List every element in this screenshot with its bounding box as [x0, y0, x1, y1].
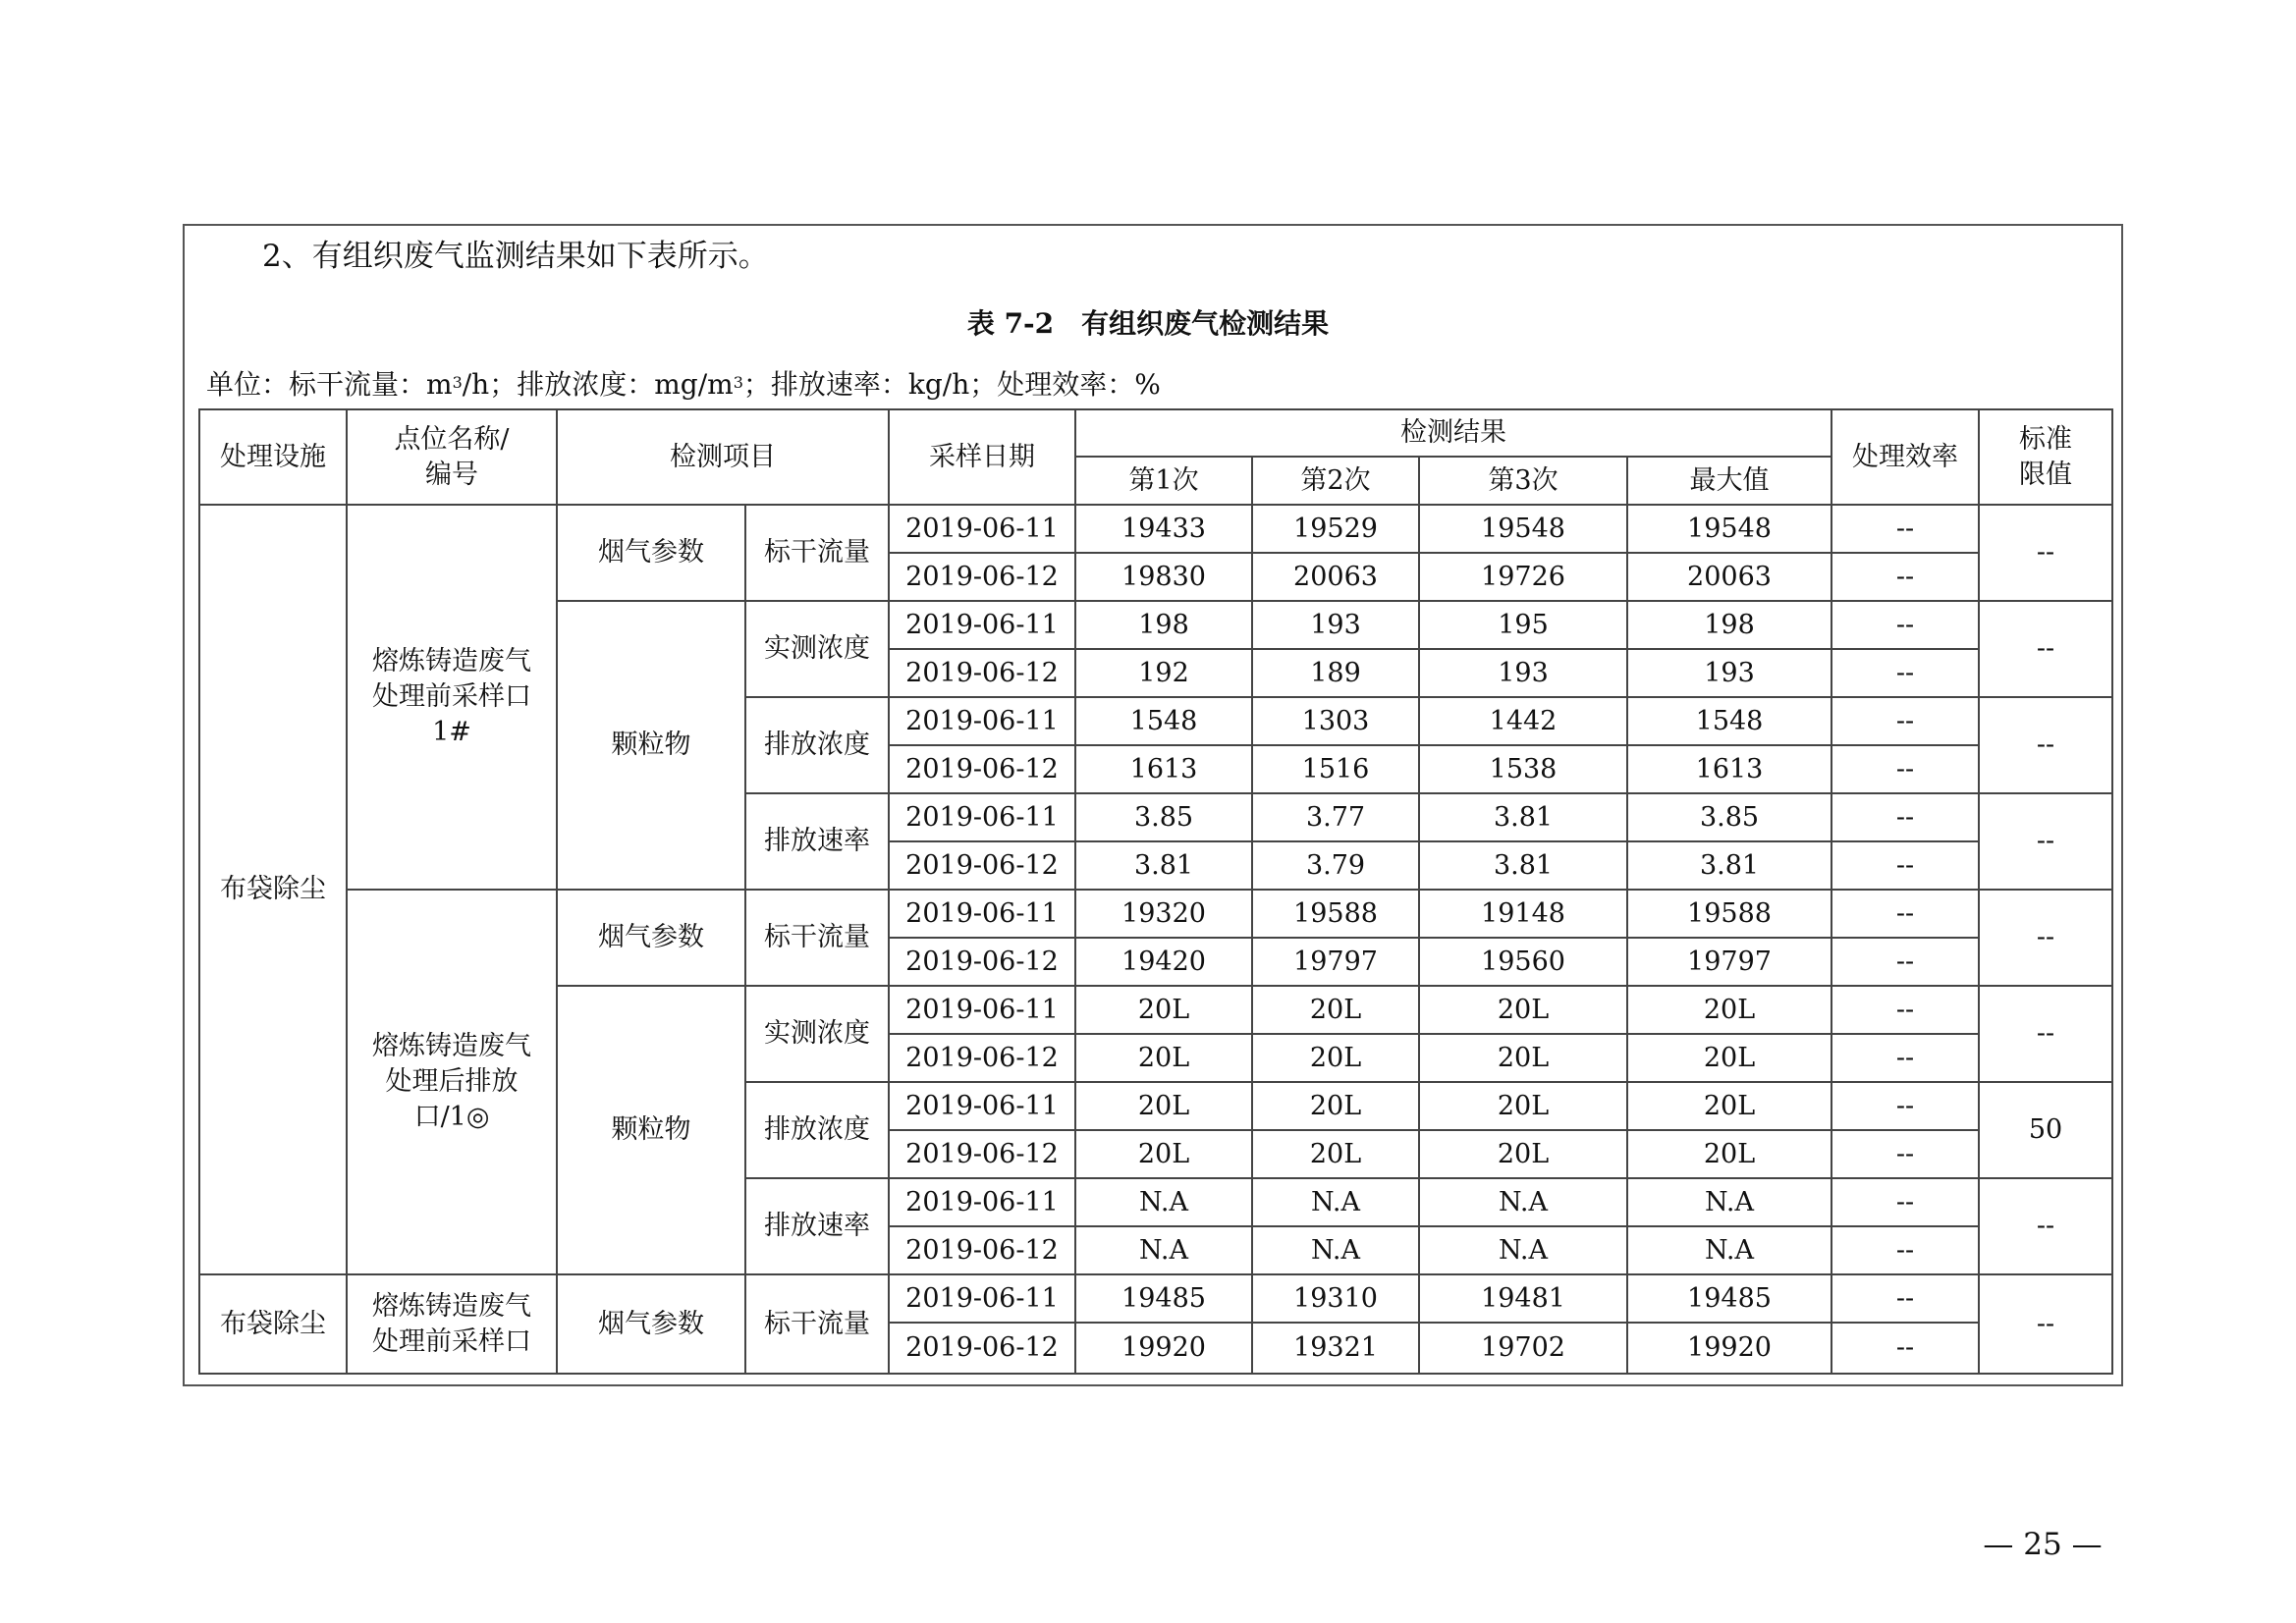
table-row [199, 890, 2112, 938]
cell-efficiency: -- [1831, 1226, 1979, 1274]
param-label: 排放浓度 [745, 1082, 889, 1178]
cell-limit: -- [1979, 793, 2112, 890]
cell-max: 3.81 [1627, 841, 1831, 890]
cell-run-3: 20L [1419, 1034, 1627, 1082]
cell-efficiency: -- [1831, 505, 1979, 553]
cell-date: 2019-06-11 [889, 697, 1075, 745]
header-run-2: 第2次 [1252, 457, 1419, 505]
cell-run-1: N.A [1075, 1178, 1252, 1226]
cell-max: 20063 [1627, 553, 1831, 601]
cell-run-3: 3.81 [1419, 841, 1627, 890]
cell-max: 19588 [1627, 890, 1831, 938]
cell-run-2: 3.77 [1252, 793, 1419, 841]
cell-run-3: 19548 [1419, 505, 1627, 553]
cell-run-1: 20L [1075, 986, 1252, 1034]
cell-limit: -- [1979, 1274, 2112, 1374]
cell-run-2: 20063 [1252, 553, 1419, 601]
item-label: 烟气参数 [557, 505, 745, 601]
cell-run-3: 20L [1419, 1130, 1627, 1178]
cell-run-2: 20L [1252, 1034, 1419, 1082]
cell-run-1: 20L [1075, 1034, 1252, 1082]
cell-date: 2019-06-12 [889, 1323, 1075, 1374]
cell-efficiency: -- [1831, 649, 1979, 697]
monitoring-results-table [198, 408, 2113, 1375]
cell-date: 2019-06-12 [889, 841, 1075, 890]
cell-run-3: 19560 [1419, 938, 1627, 986]
header-efficiency: 处理效率 [1831, 409, 1979, 505]
header-max: 最大值 [1627, 457, 1831, 505]
cell-max: N.A [1627, 1226, 1831, 1274]
cell-limit: -- [1979, 601, 2112, 697]
param-label: 实测浓度 [745, 601, 889, 697]
cell-run-3: 19726 [1419, 553, 1627, 601]
param-label: 标干流量 [745, 1274, 889, 1374]
cell-date: 2019-06-11 [889, 1082, 1075, 1130]
cell-run-1: 192 [1075, 649, 1252, 697]
cell-run-2: 19310 [1252, 1274, 1419, 1323]
cell-date: 2019-06-12 [889, 1226, 1075, 1274]
cell-run-2: 20L [1252, 1082, 1419, 1130]
cell-max: 1613 [1627, 745, 1831, 793]
header-facility: 处理设施 [199, 409, 347, 505]
cell-efficiency: -- [1831, 1323, 1979, 1374]
cell-run-3: 195 [1419, 601, 1627, 649]
cell-date: 2019-06-11 [889, 1178, 1075, 1226]
cell-max: 1548 [1627, 697, 1831, 745]
cell-run-1: 19433 [1075, 505, 1252, 553]
units-line [206, 363, 1161, 406]
point-label: 熔炼铸造废气处理前采样口1# [347, 505, 557, 890]
cell-run-2: 3.79 [1252, 841, 1419, 890]
cell-max: 19485 [1627, 1274, 1831, 1323]
cell-date: 2019-06-11 [889, 1274, 1075, 1323]
header-date: 采样日期 [889, 409, 1075, 505]
point-label: 熔炼铸造废气处理后排放口/1◎ [347, 890, 557, 1274]
facility-label: 布袋除尘 [199, 505, 347, 1274]
facility-label: 布袋除尘 [199, 1274, 347, 1374]
cell-max: 20L [1627, 1034, 1831, 1082]
cell-run-1: 19420 [1075, 938, 1252, 986]
cell-date: 2019-06-12 [889, 1034, 1075, 1082]
item-label: 颗粒物 [557, 601, 745, 890]
item-label: 颗粒物 [557, 986, 745, 1274]
cell-run-3: 20L [1419, 1082, 1627, 1130]
cell-max: 19797 [1627, 938, 1831, 986]
cell-efficiency: -- [1831, 1274, 1979, 1323]
item-label: 烟气参数 [557, 890, 745, 986]
param-label: 排放浓度 [745, 697, 889, 793]
cell-run-2: 19588 [1252, 890, 1419, 938]
cell-efficiency: -- [1831, 697, 1979, 745]
cell-max: 198 [1627, 601, 1831, 649]
cell-limit: -- [1979, 1178, 2112, 1274]
cell-efficiency: -- [1831, 745, 1979, 793]
cell-run-1: 19485 [1075, 1274, 1252, 1323]
cell-run-3: 193 [1419, 649, 1627, 697]
cell-max: 20L [1627, 1082, 1831, 1130]
cell-max: 20L [1627, 1130, 1831, 1178]
header-run-3: 第3次 [1419, 457, 1627, 505]
cell-efficiency: -- [1831, 986, 1979, 1034]
cell-run-1: 3.85 [1075, 793, 1252, 841]
cell-date: 2019-06-11 [889, 505, 1075, 553]
cell-run-2: 19529 [1252, 505, 1419, 553]
cell-max: 3.85 [1627, 793, 1831, 841]
param-label: 标干流量 [745, 890, 889, 986]
cell-run-3: 3.81 [1419, 793, 1627, 841]
cell-efficiency: -- [1831, 1130, 1979, 1178]
cell-run-3: 20L [1419, 986, 1627, 1034]
cell-run-2: 20L [1252, 1130, 1419, 1178]
header-run-1: 第1次 [1075, 457, 1252, 505]
units-rest: ；排放速率：kg/h；处理效率：% [742, 368, 1161, 401]
cell-run-3: 19148 [1419, 890, 1627, 938]
cell-efficiency: -- [1831, 1082, 1979, 1130]
page-number: — 25 — [1983, 1527, 2103, 1562]
cell-efficiency: -- [1831, 1178, 1979, 1226]
cell-efficiency: -- [1831, 553, 1979, 601]
units-mid: /h；排放浓度：mg/m [462, 368, 734, 401]
cell-run-3: 19702 [1419, 1323, 1627, 1374]
cell-run-2: N.A [1252, 1178, 1419, 1226]
cell-run-2: 193 [1252, 601, 1419, 649]
cell-date: 2019-06-11 [889, 890, 1075, 938]
cell-run-1: 20L [1075, 1130, 1252, 1178]
cell-max: 20L [1627, 986, 1831, 1034]
item-label: 烟气参数 [557, 1274, 745, 1374]
cell-run-1: 198 [1075, 601, 1252, 649]
cell-max: 193 [1627, 649, 1831, 697]
table-row [199, 505, 2112, 553]
cell-efficiency: -- [1831, 793, 1979, 841]
param-label: 排放速率 [745, 1178, 889, 1274]
table-title: 表 7-2 有组织废气检测结果 [966, 307, 1330, 340]
point-label: 熔炼铸造废气处理前采样口 [347, 1274, 557, 1374]
cell-limit: -- [1979, 505, 2112, 601]
cell-date: 2019-06-12 [889, 1130, 1075, 1178]
cell-max: 19920 [1627, 1323, 1831, 1374]
cell-run-3: 19481 [1419, 1274, 1627, 1323]
cell-run-2: 20L [1252, 986, 1419, 1034]
cell-max: 19548 [1627, 505, 1831, 553]
param-label: 标干流量 [745, 505, 889, 601]
cell-limit: -- [1979, 697, 2112, 793]
cell-run-2: N.A [1252, 1226, 1419, 1274]
cell-run-2: 1303 [1252, 697, 1419, 745]
cell-efficiency: -- [1831, 1034, 1979, 1082]
cell-run-1: 3.81 [1075, 841, 1252, 890]
cell-date: 2019-06-12 [889, 649, 1075, 697]
cell-date: 2019-06-12 [889, 553, 1075, 601]
cell-run-2: 1516 [1252, 745, 1419, 793]
cell-limit: -- [1979, 986, 2112, 1082]
cell-run-1: 19830 [1075, 553, 1252, 601]
cell-date: 2019-06-12 [889, 938, 1075, 986]
cell-date: 2019-06-11 [889, 986, 1075, 1034]
cell-efficiency: -- [1831, 601, 1979, 649]
cell-date: 2019-06-12 [889, 745, 1075, 793]
cell-run-1: N.A [1075, 1226, 1252, 1274]
cell-run-1: 1548 [1075, 697, 1252, 745]
cell-date: 2019-06-11 [889, 601, 1075, 649]
header-limit: 标准限值 [1979, 409, 2112, 505]
header-item: 检测项目 [557, 409, 889, 505]
header-point: 点位名称/编号 [347, 409, 557, 505]
cell-run-2: 189 [1252, 649, 1419, 697]
cell-limit: 50 [1979, 1082, 2112, 1178]
cell-run-3: N.A [1419, 1178, 1627, 1226]
units-prefix: 单位：标干流量：m [206, 368, 453, 401]
cell-run-1: 19320 [1075, 890, 1252, 938]
cell-run-1: 20L [1075, 1082, 1252, 1130]
cell-run-2: 19797 [1252, 938, 1419, 986]
cell-date: 2019-06-11 [889, 793, 1075, 841]
param-label: 实测浓度 [745, 986, 889, 1082]
cell-run-2: 19321 [1252, 1323, 1419, 1374]
header-results: 检测结果 [1075, 409, 1831, 457]
cell-max: N.A [1627, 1178, 1831, 1226]
units-sup-2: 3 [733, 373, 743, 392]
cell-limit: -- [1979, 890, 2112, 986]
cell-run-3: N.A [1419, 1226, 1627, 1274]
cell-efficiency: -- [1831, 938, 1979, 986]
table-row [199, 1274, 2112, 1323]
cell-efficiency: -- [1831, 890, 1979, 938]
cell-efficiency: -- [1831, 841, 1979, 890]
cell-run-1: 1613 [1075, 745, 1252, 793]
intro-paragraph: 2、有组织废气监测结果如下表所示。 [262, 239, 769, 274]
cell-run-1: 19920 [1075, 1323, 1252, 1374]
units-sup-1: 3 [452, 373, 463, 392]
cell-run-3: 1538 [1419, 745, 1627, 793]
cell-run-3: 1442 [1419, 697, 1627, 745]
param-label: 排放速率 [745, 793, 889, 890]
